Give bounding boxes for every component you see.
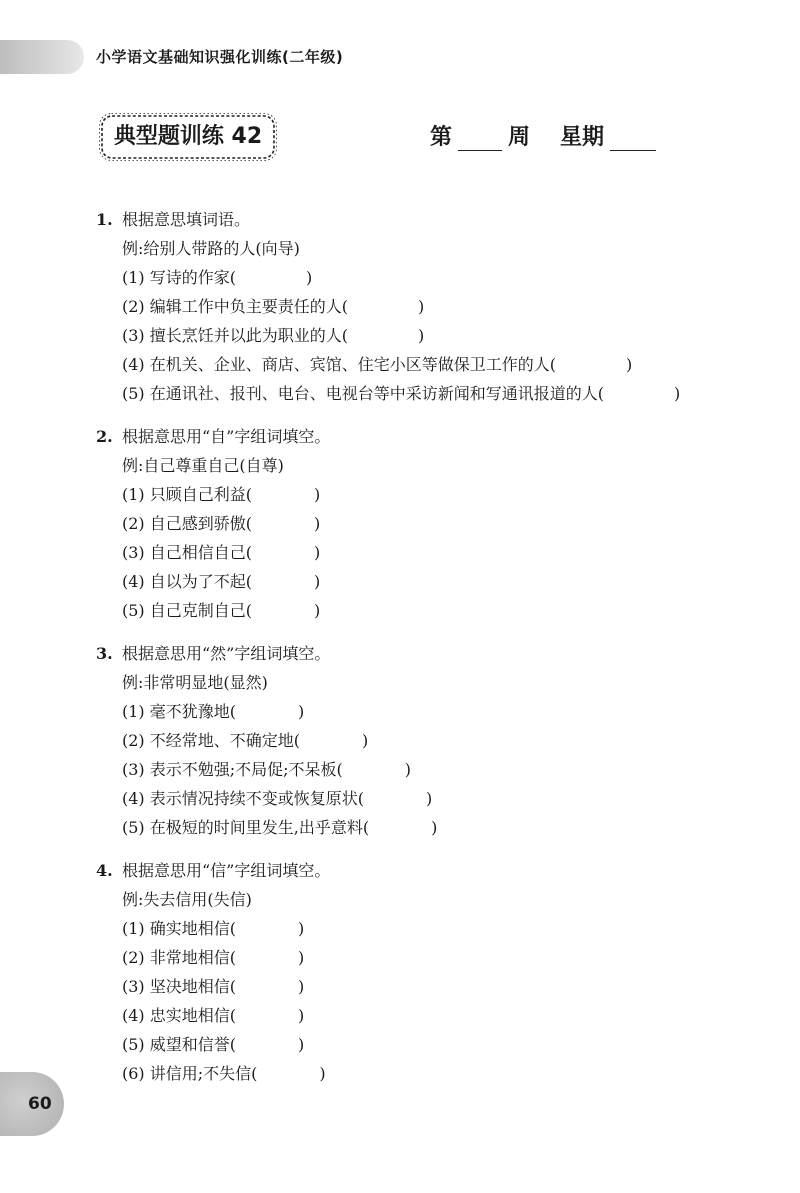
question-text: 根据意思用“信”字组词填空。 (122, 861, 331, 880)
close-paren: ) (314, 543, 321, 562)
question-title (96, 639, 776, 668)
close-paren: ) (314, 514, 321, 533)
close-paren: ) (431, 818, 438, 837)
list-item (96, 596, 776, 625)
question-number: 4. (96, 861, 113, 880)
item-text: (4) 表示情况持续不变或恢复原状( (122, 789, 364, 808)
item-text: (2) 编辑工作中负主要责任的人( (122, 297, 348, 316)
lesson-title: 典型题训练 42 (113, 124, 263, 149)
question-3 (96, 639, 776, 842)
page-number: 60 (28, 1094, 52, 1114)
item-text: (6) 讲信用;不失信( (122, 1064, 258, 1083)
item-text: (2) 不经常地、不确定地( (122, 731, 300, 750)
example-line: 例:失去信用(失信) (122, 890, 252, 909)
example-line: 例:自己尊重自己(自尊) (122, 456, 284, 475)
list-item (96, 321, 776, 350)
item-text: (4) 自以为了不起( (122, 572, 252, 591)
item-text: (2) 非常地相信( (122, 948, 236, 967)
close-paren: ) (298, 948, 305, 967)
close-paren: ) (418, 297, 425, 316)
week-label: 周 (508, 124, 531, 150)
item-text: (2) 自己感到骄傲( (122, 514, 252, 533)
close-paren: ) (674, 384, 681, 403)
close-paren: ) (298, 1006, 305, 1025)
question-4 (96, 856, 776, 1088)
weekday-label: 星期 (560, 124, 605, 150)
list-item (96, 914, 776, 943)
list-item (96, 263, 776, 292)
list-item (96, 567, 776, 596)
close-paren: ) (418, 326, 425, 345)
item-text: (1) 毫不犹豫地( (122, 702, 236, 721)
header-tab-decoration (0, 40, 84, 74)
book-title: 小学语文基础知识强化训练(二年级) (96, 48, 344, 66)
list-item (96, 480, 776, 509)
list-item (96, 972, 776, 1001)
item-text: (5) 自己克制自己( (122, 601, 252, 620)
example-line: 例:非常明显地(显然) (122, 673, 268, 692)
item-text: (1) 确实地相信( (122, 919, 236, 938)
close-paren: ) (319, 1064, 326, 1083)
item-text: (4) 在机关、企业、商店、宾馆、住宅小区等做保卫工作的人( (122, 355, 556, 374)
list-item (96, 726, 776, 755)
question-title (96, 205, 776, 234)
question-text: 根据意思用“然”字组词填空。 (122, 644, 331, 663)
question-2 (96, 422, 776, 625)
list-item (96, 1030, 776, 1059)
week-day-line (430, 120, 662, 151)
week-blank[interactable] (458, 128, 502, 151)
question-1 (96, 205, 776, 408)
list-item (96, 943, 776, 972)
item-text: (5) 威望和信誉( (122, 1035, 236, 1054)
question-title (96, 422, 776, 451)
list-item (96, 1059, 776, 1088)
close-paren: ) (298, 977, 305, 996)
close-paren: ) (426, 789, 433, 808)
lesson-title-box (98, 112, 278, 162)
example-line: 例:给别人带路的人(向导) (122, 239, 300, 258)
list-item (96, 1001, 776, 1030)
close-paren: ) (314, 485, 321, 504)
week-prefix: 第 (430, 124, 453, 150)
question-number: 1. (96, 210, 113, 229)
question-number: 3. (96, 644, 113, 663)
item-text: (3) 擅长烹饪并以此为职业的人( (122, 326, 348, 345)
close-paren: ) (298, 919, 305, 938)
question-title (96, 856, 776, 885)
item-text: (3) 表示不勉强;不局促;不呆板( (122, 760, 343, 779)
list-item (96, 755, 776, 784)
list-item (96, 813, 776, 842)
item-text: (3) 坚决地相信( (122, 977, 236, 996)
close-paren: ) (404, 760, 412, 779)
item-text: (4) 忠实地相信( (122, 1006, 236, 1025)
question-text: 根据意思填词语。 (122, 210, 251, 229)
item-text: (3) 自己相信自己( (122, 543, 252, 562)
exercise-content (96, 205, 776, 1102)
close-paren: ) (362, 731, 369, 750)
weekday-blank[interactable] (610, 128, 656, 151)
list-item (96, 697, 776, 726)
question-number: 2. (96, 427, 113, 446)
list-item (96, 538, 776, 567)
close-paren: ) (298, 1035, 305, 1054)
list-item (96, 350, 776, 379)
item-text: (1) 写诗的作家( (122, 268, 236, 287)
close-paren: ) (626, 355, 633, 374)
list-item (96, 292, 776, 321)
question-text: 根据意思用“自”字组词填空。 (122, 427, 331, 446)
close-paren: ) (298, 702, 305, 721)
item-text: (5) 在通讯社、报刊、电台、电视台等中采访新闻和写通讯报道的人( (122, 384, 604, 403)
list-item (96, 379, 776, 408)
close-paren: ) (306, 268, 313, 287)
close-paren: ) (314, 572, 321, 591)
list-item (96, 509, 776, 538)
item-text: (1) 只顾自己利益( (122, 485, 252, 504)
list-item (96, 784, 776, 813)
close-paren: ) (314, 601, 321, 620)
item-text: (5) 在极短的时间里发生,出乎意料( (122, 818, 370, 837)
